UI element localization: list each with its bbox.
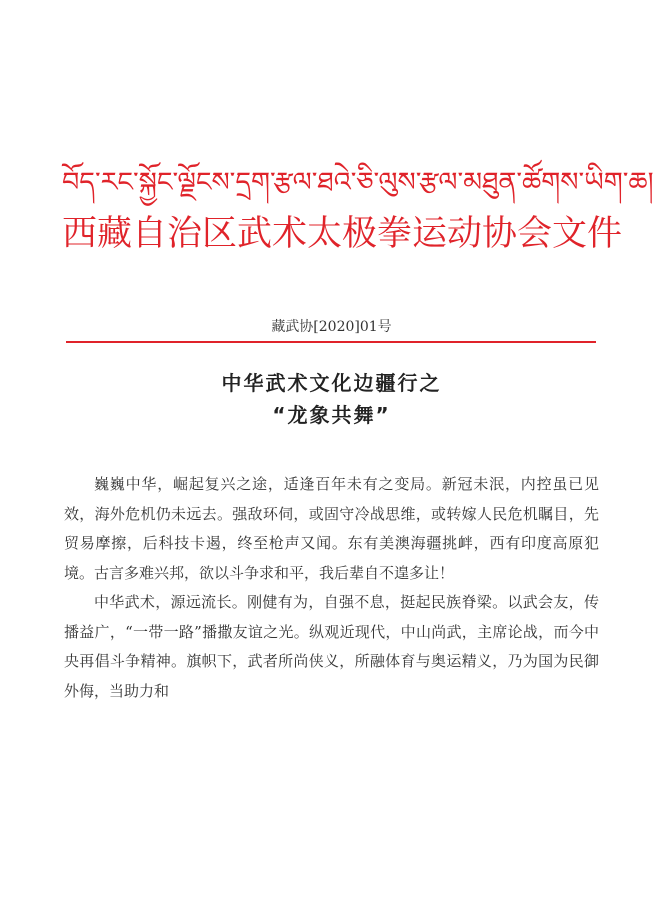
headline-line-2: “龙象共舞” bbox=[272, 403, 391, 427]
red-divider bbox=[66, 341, 596, 343]
document-title: 西藏自治区武术太极拳运动协会文件 bbox=[62, 214, 623, 254]
headline-line-1: 中华武术文化边疆行之 bbox=[221, 371, 442, 395]
body-text bbox=[64, 470, 599, 706]
document-number: 藏武协[2020]01号 bbox=[271, 319, 392, 335]
paragraph: 巍巍中华，崛起复兴之途，适逢百年未有之变局。新冠未泯，内控虽已见效，海外危机仍未远去。强敌环伺，或固守冷战思维，或转嫁人民危机瞩目，先贸易摩擦，后科技卡遏，终至枪声又闻。东有美澳海疆挑衅，西有印度高原犯境。古言多难兴邦，欲以斗争求和平，我后辈自不遑多让！ bbox=[64, 475, 599, 582]
paragraph: 中华武术，源远流长。刚健有为，自强不息，挺起民族脊梁。以武会友，传播益广，“一带一路”播撒友谊之光。纵观近现代，中山尚武，主席论战，而今中央再倡斗争精神。旗帜下，武者所尚侠义，所融体育与奥运精义，乃为国为民御外侮，当助力和 bbox=[64, 593, 599, 700]
tibetan-title: བོད་རང་སྐྱོང་ལྗོངས་དྲག་རྩལ་ཐའེ་ཅི་ལུས་རྩལ་མཐུན་ཚོགས་ཡིག་ཆ། bbox=[62, 167, 654, 198]
